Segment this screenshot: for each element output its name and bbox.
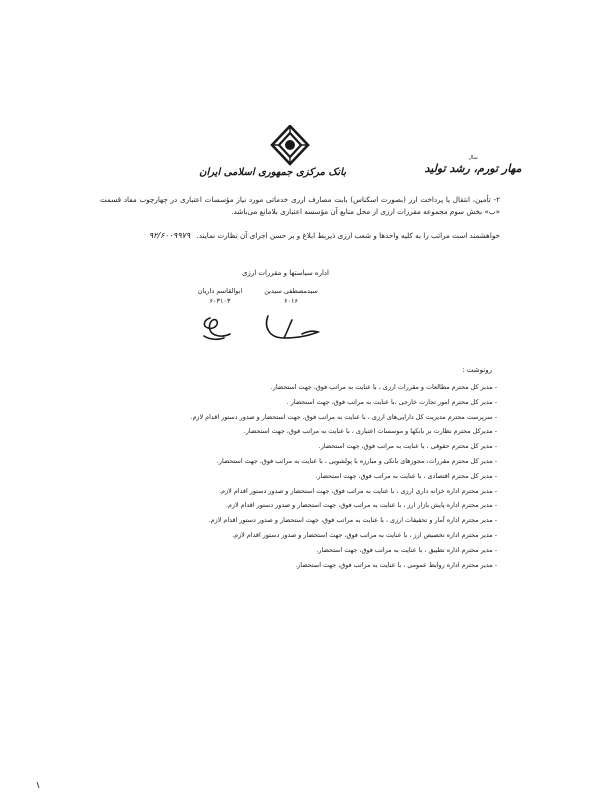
list-item: - مدیر کل محترم حقوقی ، با عنایت به مراتب فوق، جهت استحضار. [97, 439, 497, 454]
signer-1 [256, 287, 326, 305]
distribution-list [97, 380, 497, 572]
list-item: - مدیر کل محترم مطالعات و مقررات ارزی ، با عنایت به مراتب فوق، جهت استحضار. [97, 380, 497, 395]
list-item: - مدیرکل محترم نظارت بر بانکها و موسسات اعتباری ، با عنایت به مراتب فوق، جهت استحضار. [97, 424, 497, 439]
list-item: - مدیر محترم اداره تخصیص ارز ، با عنایت به مراتب فوق، جهت استحضار و صدور دستور اقدام لازم. [97, 528, 497, 543]
list-item: - مدیر کل محترم مقررات، مجوزهای بانکی و مبارزه با پولشویی ، با عنایت به مراتب فوق، جهت استحضار. [97, 454, 497, 469]
year-slogan [418, 155, 528, 175]
list-item: - مدیر محترم اداره تطبیق ، با عنایت به مراتب فوق، جهت استحضار. [97, 543, 497, 558]
signer-2 [184, 287, 256, 305]
department-name: اداره سیاستها و مقررات ارزی [241, 269, 329, 277]
body-paragraph-2 [100, 230, 500, 242]
slogan-prefix: سال [468, 155, 478, 161]
distribution-title: رونوشت : [462, 366, 492, 374]
list-item: - مدیر کل محترم اقتصادی ، با عنایت به مراتب فوق، جهت استحضار. [97, 469, 497, 484]
signer-2-code: ۶۰۳۱۰۳ [209, 297, 231, 305]
signature-1-icon [262, 312, 322, 344]
body-paragraph-2-text: خواهشمند است مراتب را به کلیه واحدها و شعب ارزی ذیربط ابلاغ و بر حسن اجرای آن نظارت نمایند. [196, 231, 500, 240]
list-item: - مدیر محترم اداره روابط عمومی ، با عنایت به مراتب فوق، جهت استحضار. [97, 558, 497, 573]
signer-1-code: ۶۰۱۶ [284, 297, 298, 305]
bank-name: بانک مرکزی جمهوری اسلامی ایران [199, 167, 346, 178]
list-item: - مدیر محترم اداره پایش بازار ارز ، با عنایت به مراتب فوق، جهت استحضار و صدور دستور اقدام لازم. [97, 498, 497, 513]
signer-2-name: ابوالقاسم داریان [197, 287, 243, 295]
list-item: - مدیر محترم اداره خزانه داری ارزی ، با عنایت به مراتب فوق، جهت استحضار و صدور دستور اقدام لازم. [97, 484, 497, 499]
corner-mark-icon [36, 782, 40, 788]
list-item: - مدیر کل محترم امور تجارت خارجی ،با عنایت به مراتب فوق، جهت استحضار . [97, 395, 497, 410]
slogan-text: مهار تورم، رشد تولید [424, 162, 522, 175]
signer-1-name: سیدمصطفی سیدین [264, 287, 318, 295]
body-paragraph-1: ۲- تأمین، انتقال یا پرداخت ارز (بصورت اسکناس) بابت مصارف ارزی خدماتی مورد نیاز مؤسسات اعتباری در چهارچوب مفاد قسمت «ب» بخش سوم مجموعه مقررات ارزی از محل منابع آن مؤسسه اعتباری بلامانع می‌باشد. [100, 195, 500, 216]
list-item: - مدیر محترم اداره آمار و تحقیقات ارزی ، با عنایت به مراتب فوق، جهت استحضار و صدور دستور اقدام لازم. [97, 513, 497, 528]
signature-2-icon [200, 312, 234, 342]
list-item: - سرپرست محترم مدیریت کل دارایی‌های ارزی ، با عنایت به مراتب فوق، جهت استحضار و صدور دستور اقدام لازم. [97, 410, 497, 425]
bank-emblem-icon [270, 125, 310, 167]
reference-number: ۹۲/۶۰۰۹۹۷۹ [148, 231, 191, 240]
